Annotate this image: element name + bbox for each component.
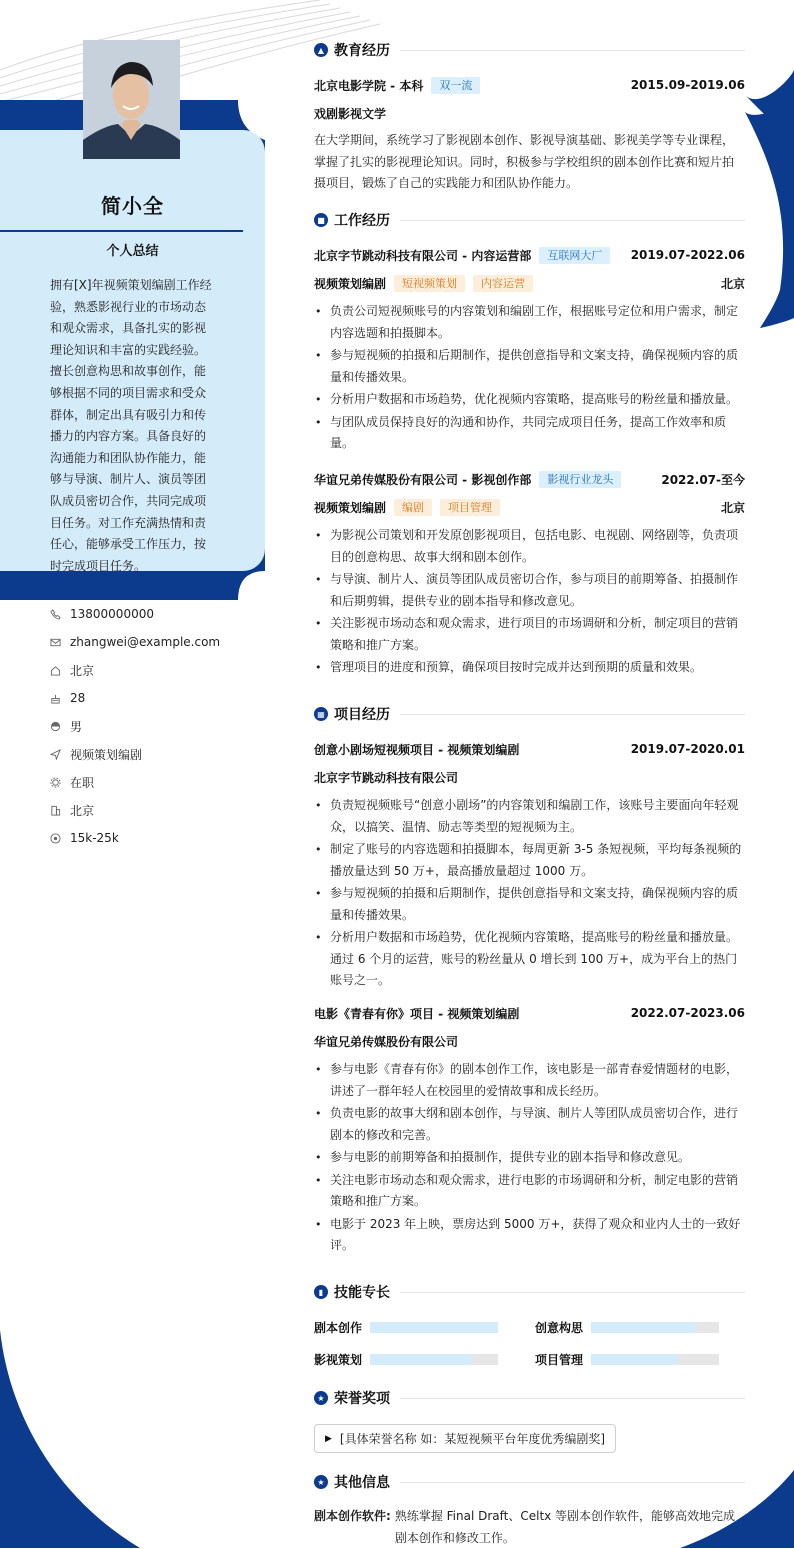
summary-text: 拥有[X]年视频策划编剧工作经验，熟悉影视行业的市场动态和观众需求，具备扎实的影视理论知识和丰富的实践经验。擅长创意构思和故事创作，能够根据不同的项目需求和受众群体，制定出具有吸引力和传播力的内容方案。具备良好的沟通能力和团队协作能力，能够与导演、制片人、演员等团队成员密切合作，共同完成项目任务。对工作充满热情和责任心，能够承受工作压力，按时完成项目任务。 [50, 278, 212, 573]
job-row [314, 245, 745, 265]
skills-header [314, 1281, 745, 1303]
section-rule [400, 1482, 745, 1483]
job-bullets [314, 525, 745, 680]
other-info-key: 剧本创作软件: [314, 1509, 391, 1523]
major-row [314, 103, 745, 123]
project-org: 华谊兄弟传媒股份有限公司 [314, 1034, 459, 1049]
job-skill-tag: 项目管理 [440, 499, 500, 516]
job-role-row [314, 273, 745, 293]
award-icon: ★ [314, 1475, 328, 1489]
skill-name: 项目管理 [535, 1352, 584, 1367]
project-bullets [314, 1059, 745, 1258]
contact-email-value: zhangwei@example.com [70, 635, 221, 649]
job-row [314, 469, 745, 489]
status-icon [50, 777, 61, 788]
contact-status-value: 在职 [70, 775, 95, 790]
job-company: 华谊兄弟传媒股份有限公司 - 影视创作部 [314, 472, 532, 487]
skill-item [535, 1349, 719, 1369]
projects-header [314, 703, 745, 725]
honor-text: [具体荣誉名称 如：某短视频平台年度优秀编剧奖] [339, 1432, 606, 1446]
list-item: • 关注电影市场动态和观众需求，进行电影的市场调研和分析，制定电影的营销策略和推广方案。 [314, 1170, 745, 1213]
section-rule [400, 714, 745, 715]
contact-age-value: 28 [70, 691, 86, 705]
building-icon [50, 805, 61, 816]
chart-icon: ▮ [314, 1285, 328, 1299]
skill-bar-fill [591, 1354, 678, 1365]
skill-bar-fill [370, 1354, 472, 1365]
cake-icon [50, 693, 61, 704]
skill-bar-fill [370, 1322, 498, 1333]
skill-item [535, 1317, 719, 1337]
other-info-value: 熟练掌握 Final Draft、Celtx 等剧本创作软件，能够高效地完成剧本创作和修改工作。 [394, 1509, 736, 1545]
list-item: • 参与短视频的拍摄和后期制作，提供创意指导和文案支持，确保视频内容的质量和传播效果。 [314, 883, 745, 926]
list-item: • 与导演、制片人、演员等团队成员密切合作，参与项目的前期筹备、拍摄制作和后期剪辑，提供专业的剧本指导和修改意见。 [314, 569, 745, 612]
skill-bar [370, 1322, 498, 1333]
job-company: 北京字节跳动科技有限公司 - 内容运营部 [314, 248, 532, 263]
list-item: • 电影于 2023 年上映，票房达到 5000 万+，获得了观众和业内人士的一致好评。 [314, 1214, 745, 1257]
contact-gender [50, 712, 270, 740]
skill-bar [591, 1354, 719, 1365]
other-title: 其他信息 [334, 1475, 390, 1491]
job-skill-tag: 编剧 [394, 499, 432, 516]
list-item: • 管理项目的进度和预算，确保项目按时完成并达到预期的质量和效果。 [314, 657, 745, 679]
project-name: 创意小剧场短视频项目 - 视频策划编剧 [314, 742, 520, 757]
list-item: • 负责公司短视频账号的内容策划和编剧工作，根据账号定位和用户需求，制定内容选题和拍摄脚本。 [314, 301, 745, 344]
job-skill-tag: 内容运营 [473, 275, 533, 292]
project-date: 2022.07-2023.06 [630, 1006, 745, 1020]
candidate-name: 简小全 [101, 194, 164, 218]
list-item: • 负责电影的故事大纲和剧本创作，与导演、制片人等团队成员密切合作，进行剧本的修改和完善。 [314, 1103, 745, 1146]
phone-icon [50, 609, 61, 620]
list-item: • 与团队成员保持良好的沟通和协作，共同完成项目任务，提高工作效率和质量。 [314, 412, 745, 455]
project-date: 2019.07-2020.01 [630, 742, 745, 756]
job-role: 视频策划编剧 [314, 500, 387, 515]
list-item: • 参与短视频的拍摄和后期制作，提供创意指导和文案支持，确保视频内容的质量和传播效果。 [314, 345, 745, 388]
job-bullets [314, 301, 745, 456]
contact-city [50, 796, 270, 824]
school-tag: 双一流 [431, 77, 480, 94]
list-item: • 分析用户数据和市场趋势，优化视频内容策略，提高账号的粉丝量和播放量。通过 6 个月的运营，账号的粉丝量从 0 增长到 100 万+，成为平台上的热门账号之一。 [314, 927, 745, 992]
gender-icon [50, 721, 61, 732]
list-item: • 参与电影《青春有你》的剧本创作工作，该电影是一部青春爱情题材的电影，讲述了一群年轻人在校园里的爱情故事和成长经历。 [314, 1059, 745, 1102]
skill-item [314, 1317, 498, 1337]
work-header [314, 209, 745, 231]
job-company-tag: 互联网大厂 [539, 247, 610, 264]
education-date: 2015.09-2019.06 [630, 78, 745, 92]
project-row [314, 1003, 745, 1023]
mail-icon [50, 637, 61, 648]
skill-name: 剧本创作 [314, 1320, 363, 1335]
section-rule [400, 1292, 745, 1293]
job-role: 视频策划编剧 [314, 276, 387, 291]
project-org-row [314, 767, 745, 787]
contact-home-value: 北京 [70, 663, 95, 678]
education-header [314, 39, 745, 61]
summary-title: 个人总结 [106, 244, 159, 259]
project-org: 北京字节跳动科技有限公司 [314, 770, 459, 785]
section-rule [400, 50, 745, 51]
list-item: • 分析用户数据和市场趋势，优化视频内容策略，提高账号的粉丝量和播放量。 [314, 389, 745, 411]
skill-bar [591, 1322, 719, 1333]
skill-name: 创意构思 [535, 1320, 584, 1335]
list-item: • 为影视公司策划和开发原创影视项目，包括电影、电视剧、网络剧等，负责项目的创意构思、故事大纲和剧本创作。 [314, 525, 745, 568]
skill-bar [370, 1354, 498, 1365]
other-info [314, 1506, 745, 1549]
major-name: 戏剧影视文学 [314, 106, 387, 121]
education-description: 在大学期间，系统学习了影视剧本创作、影视导演基础、影视美学等专业课程，掌握了扎实的影视理论知识。同时，积极参与学校组织的剧本创作比赛和短片拍摄项目，锻炼了自己的实践能力和团队协作能力。 [314, 133, 735, 190]
send-icon [50, 749, 61, 760]
job-city: 北京 [720, 276, 745, 291]
project-bullets [314, 795, 745, 993]
project-row [314, 739, 745, 759]
list-item: • 制定了账号的内容选题和拍摄脚本，每周更新 3-5 条短视频，平均每条视频的播放量达到 50 万+，最高播放量超过 1000 万。 [314, 839, 745, 882]
education-title: 教育经历 [334, 43, 390, 59]
projects-title: 项目经历 [334, 707, 390, 723]
project-org-row [314, 1031, 745, 1051]
contact-age [50, 684, 270, 712]
skill-name: 影视策划 [314, 1352, 363, 1367]
education-row [314, 75, 745, 95]
job-city: 北京 [720, 500, 745, 515]
list-item: • 负责短视频账号“创意小剧场”的内容策划和编剧工作，该账号主要面向年轻观众，以搞笑、温情、励志等类型的短视频为主。 [314, 795, 745, 838]
play-triangle-icon: ▶ [325, 1433, 332, 1444]
contact-salary-value: 15k-25k [70, 831, 119, 845]
contact-list [50, 600, 270, 852]
contact-phone-value: 13800000000 [70, 607, 154, 621]
sidebar-card [0, 130, 265, 571]
section-rule [400, 1398, 745, 1399]
skill-bar-fill [591, 1322, 696, 1333]
contact-position-value: 视频策划编剧 [70, 747, 143, 762]
honors-title: 荣誉奖项 [334, 1391, 390, 1407]
home-icon [50, 665, 61, 676]
honors-header [314, 1387, 745, 1409]
job-date: 2019.07-2022.06 [630, 248, 745, 262]
contact-status [50, 768, 270, 796]
honor-item[interactable] [314, 1424, 616, 1453]
name-divider [0, 230, 243, 232]
skills-title: 技能专长 [334, 1285, 390, 1301]
contact-gender-value: 男 [70, 719, 83, 734]
job-role-row [314, 497, 745, 517]
contact-city-value: 北京 [70, 803, 95, 818]
skill-item [314, 1349, 498, 1369]
school-name: 北京电影学院 - 本科 [314, 78, 424, 93]
section-rule [400, 220, 745, 221]
list-item: • 参与电影的前期筹备和拍摄制作，提供专业的剧本指导和修改意见。 [314, 1147, 745, 1169]
work-title: 工作经历 [334, 213, 390, 229]
graduation-cap-icon: ▲ [314, 43, 328, 57]
job-skill-tag: 短视频策划 [394, 275, 465, 292]
job-date: 2022.07-至今 [661, 472, 745, 487]
contact-phone [50, 600, 270, 628]
project-name: 电影《青春有你》项目 - 视频策划编剧 [314, 1006, 520, 1021]
contact-salary [50, 824, 270, 852]
list-item: • 关注影视市场动态和观众需求，进行项目的市场调研和分析，制定项目的营销策略和推广方案。 [314, 613, 745, 656]
contact-home [50, 656, 270, 684]
grid-icon: ▦ [314, 707, 328, 721]
other-header [314, 1471, 745, 1493]
contact-email [50, 628, 270, 656]
briefcase-icon: ■ [314, 213, 328, 227]
salary-icon [50, 833, 61, 844]
avatar [83, 40, 180, 159]
job-company-tag: 影视行业龙头 [539, 471, 621, 488]
award-icon: ★ [314, 1391, 328, 1405]
contact-position [50, 740, 270, 768]
